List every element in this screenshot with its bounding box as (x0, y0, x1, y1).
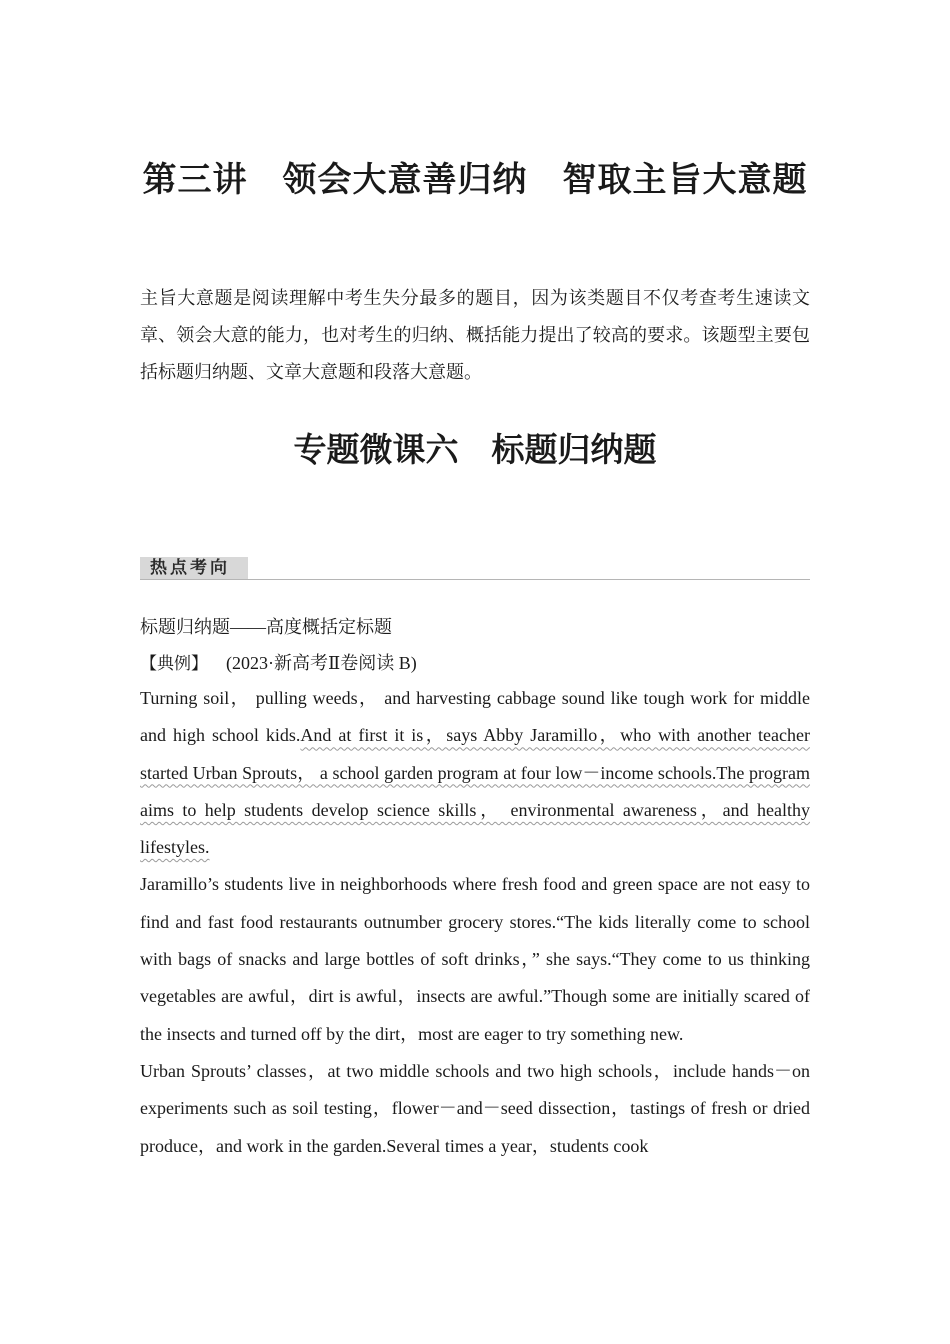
passage-p1-underlined: And at first it is，says Abby Jaramillo，who with another teacher started Urban Sprouts， a school garden program at four low－income schools.The program aims to help students develop science skills， environmental awareness，and healthy lifestyles. (140, 725, 810, 858)
passage-paragraph-3: Urban Sprouts’ classes，at two middle schools and two high schools，include hands－on experiments such as soil testing，flower－and－seed dissection，tastings of fresh or dried produce，and work in the garden.Several times a year，students cook (140, 1060, 810, 1156)
intro-text: 主旨大意题是阅读理解中考生失分最多的题目，因为该类题目不仅考查考生速读文章、领会大意的能力，也对考生的归纳、概括能力提出了较高的要求。该题型主要包括 (140, 288, 810, 382)
example-line (140, 648, 417, 679)
intro-end: 。 (464, 362, 482, 382)
passage-paragraph-1 (140, 680, 810, 866)
intro-highlight-title-and-article: 标题归纳题、文章大意题 (158, 362, 356, 383)
section-tag: 热点考向 (140, 557, 248, 579)
intro-highlight-paragraph: 段落大意题 (374, 362, 464, 383)
passage-paragraph-2: Jaramillo’s students live in neighborhoods where fresh food and green space are not easy to find and fast food restaurants outnumber grocery stores.“The kids literally come to school with bags of snacks and large bottles of soft drinks，” she says.“They come to us thinking vegetables are awful，dirt is awful，insects are awful.”Though some are initially scared of the insects and turned off by the dirt，most are eager to try something new. (140, 874, 810, 1044)
sub-title: 专题微课六 标题归纳题 (293, 430, 657, 469)
section-header (140, 553, 810, 580)
topic-line: 标题归纳题——高度概括定标题 (140, 617, 392, 637)
passage-p1-plain: Turning soil， pulling weeds， and harvesting cabbage sound like tough work for middle and high school kids. (140, 688, 810, 746)
intro-conjunction: 和 (356, 362, 374, 382)
reading-passage (140, 680, 810, 1165)
main-title: 第三讲 领会大意善归纳 智取主旨大意题 (142, 160, 808, 200)
example-label: 【典例】 (140, 654, 208, 674)
intro-paragraph (140, 280, 810, 391)
example-source: (2023·新高考Ⅱ卷阅读 B) (226, 653, 417, 673)
